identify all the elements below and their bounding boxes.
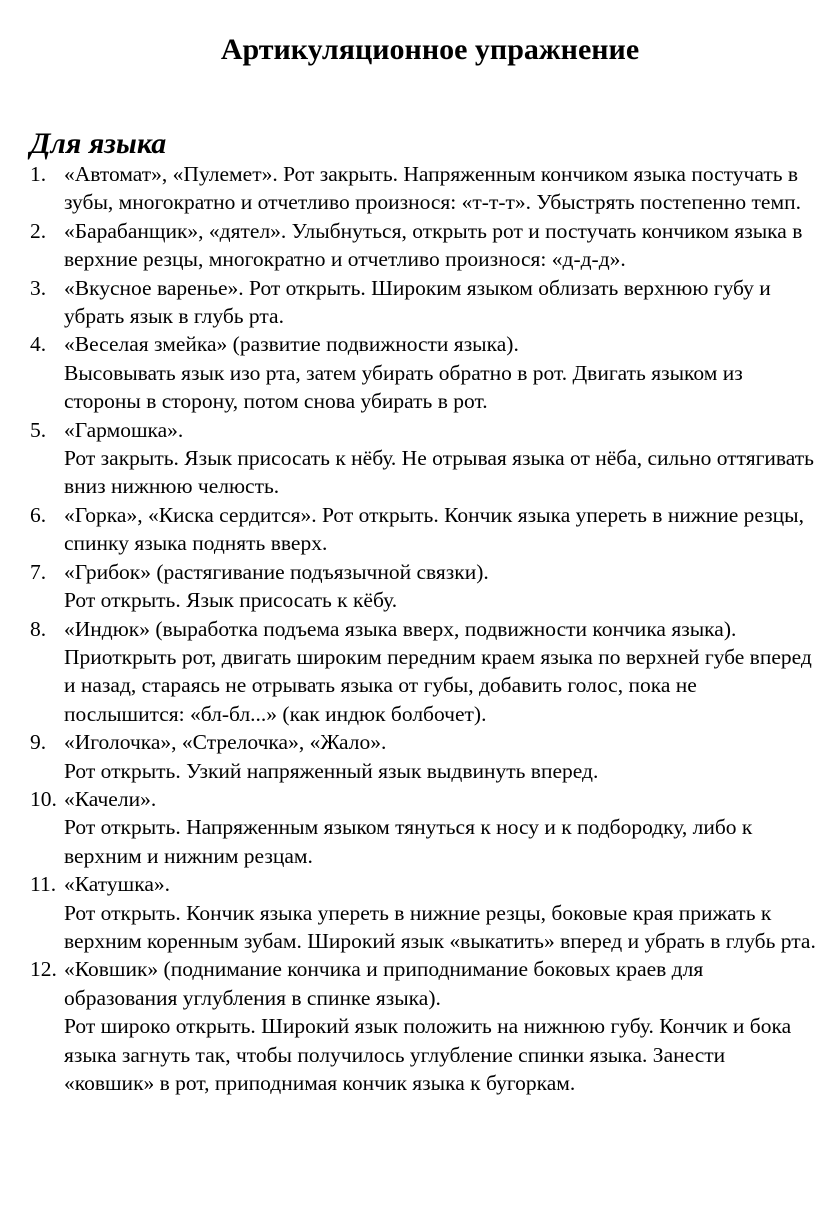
exercise-text: «Автомат», «Пулемет». Рот закрыть. Напряженным кончиком языка постучать в зубы, многократно и отчетливо произнося: «т-т-т». Убыстрять постепенно темп. (64, 162, 801, 215)
exercise-number: 5. (30, 417, 47, 442)
exercise-number: 12. (30, 957, 57, 982)
exercise-text: «Вкусное варенье». Рот открыть. Широким языком облизать верхнюю губу и убрать язык в глубь рта. (64, 275, 771, 329)
exercise-text: «Грибок» (растягивание подъязычной связки). (64, 559, 489, 584)
exercise-item (30, 955, 816, 1097)
exercise-number: 7. (30, 559, 47, 584)
exercise-text: Высовывать язык изо рта, затем убирать обратно в рот. Двигать языком из стороны в сторону, потом снова убирать в рот. (64, 360, 743, 414)
exercise-item (30, 558, 816, 615)
exercise-item (30, 217, 816, 274)
exercise-list (30, 160, 816, 1097)
exercise-item (30, 330, 816, 415)
document-title: Артикуляционное упражнение (220, 33, 640, 66)
exercise-number: 4. (30, 332, 47, 357)
exercise-text: Рот закрыть. Язык присосать к нёбу. Не отрывая языка от нёба, сильно оттягивать вниз нижнюю челюсть. (64, 446, 814, 499)
exercise-text: Приоткрыть рот, двигать широким передним краем языка по верхней губе вперед и назад, стараясь не отрывать языка от губы, добавить голос, пока не послышится: «бл-бл...» (как индюк болбочет). (64, 644, 812, 726)
exercise-item (30, 416, 816, 501)
exercise-text: «Веселая змейка» (развитие подвижности языка). (64, 332, 519, 357)
exercise-number: 8. (30, 616, 47, 641)
exercise-number: 3. (30, 275, 47, 300)
exercise-text: Рот открыть. Кончик языка упереть в нижние резцы, боковые края прижать к верхним коренным зубам. Широкий язык «выкатить» вперед и убрать в глубь рта. (64, 900, 816, 953)
exercise-item (30, 728, 816, 785)
exercise-text: «Индюк» (выработка подъема языка вверх, подвижности кончика языка). (64, 616, 737, 641)
exercise-text: Рот широко открыть. Широкий язык положить на нижнюю губу. Кончик и бока языка загнуть так, чтобы получилось углубление спинки языка. Занести «ковшик» в рот, приподнимая кончик языка к бугоркам. (64, 1014, 792, 1095)
exercise-text: Рот открыть. Язык присосать к кёбу. (64, 588, 398, 613)
exercise-item (30, 870, 816, 955)
exercise-number: 2. (30, 218, 47, 243)
section-heading: Для языка (30, 127, 167, 160)
exercise-text: «Гармошка». (64, 417, 184, 442)
exercise-number: 6. (30, 502, 47, 527)
exercise-text: «Барабанщик», «дятел». Улыбнуться, открыть рот и постучать кончиком языка в верхние резцы, многократно и отчетливо произнося: «д-д-д». (64, 218, 803, 272)
exercise-item (30, 274, 816, 331)
exercise-item (30, 615, 816, 729)
exercise-item (30, 160, 816, 217)
exercise-number: 1. (30, 162, 47, 186)
exercise-number: 9. (30, 730, 47, 755)
exercise-item (30, 501, 816, 558)
exercise-text: «Иголочка», «Стрелочка», «Жало». (64, 730, 387, 755)
exercise-text: Рот открыть. Узкий напряженный язык выдвинуть вперед. (64, 758, 599, 783)
exercise-text: «Качели». (64, 786, 157, 811)
exercise-item (30, 785, 816, 870)
exercise-text: Рот открыть. Напряженным языком тянуться к носу и к подбородку, либо к верхним и нижним резцам. (64, 815, 753, 868)
exercise-text: «Катушка». (64, 872, 170, 897)
exercise-number: 10. (30, 786, 57, 811)
exercise-text: «Ковшик» (поднимание кончика и приподнимание боковых краев для образования углубления в спинке языка). (64, 957, 704, 1010)
exercise-text: «Горка», «Киска сердится». Рот открыть. Кончик языка упереть в нижние резцы, спинку языка поднять вверх. (64, 502, 804, 556)
exercise-number: 11. (30, 872, 57, 897)
